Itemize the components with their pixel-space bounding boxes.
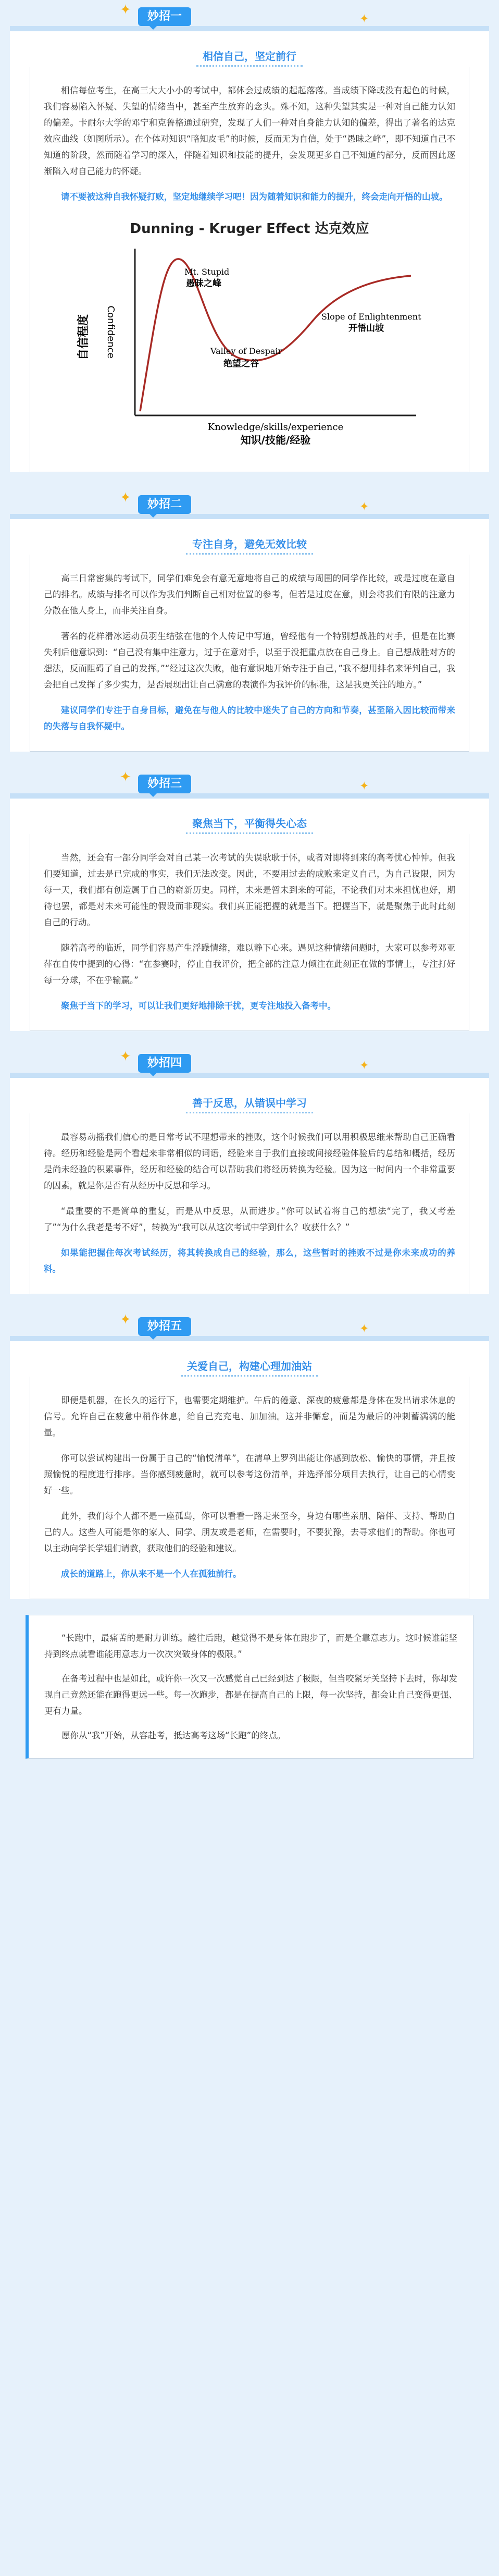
paragraph: 此外，我们每个人都不是一座孤岛，你可以看看一路走来至今，身边有哪些亲朋、陪伴、支持、帮助自己的人。这些人可能是你的家人、同学、朋友或是老师，在需要时，不要犹豫，去寻求他们的帮助。你也可以主动向学长学姐们请教，获取他们的经验和建议。 bbox=[44, 1511, 455, 1553]
paragraph: 高三日常密集的考试下，同学们难免会有意无意地将自己的成绩与周围的同学作比较，或是过度在意自己的排名。成绩与排名可以作为我们判断自己相对位置的参考，但若是过度在意，则会将我们有限的注意力分散在他人身上，而非关注自身。 bbox=[44, 573, 455, 616]
valley-label-cn: 绝望之谷 bbox=[223, 359, 259, 369]
closing-paragraph: “长跑中，最痛苦的是耐力训练。越往后跑，越觉得不是身体在跑步了，而是全靠意志力。这时候谁能坚持到终点就看谁能用意志力一次次突破身体的极限。” bbox=[44, 1633, 457, 1659]
x-axis-label-cn: 知识/技能/经验 bbox=[240, 434, 311, 446]
section-panel bbox=[10, 514, 489, 752]
paragraph: 相信每位考生，在高三大大小小的考试中，都体会过成绩的起起落落。当成绩下降或没有起色的时候，我们容易陷入怀疑、失望的情绪当中，甚至产生放弃的念头。殊不知，这种失望其实是一种对自己能力认知的偏差。卡耐尔大学的邓宁和克鲁格通过研究，发现了人们一种对自身能力认知的偏差，得出了著名的达克效应曲线（如图所示）。在个体对知识“略知皮毛”的时候，反而无为自信，处于“愚昧之峰”，即不知道自己不知道的阶段，然而随着学习的深入，伴随着知识和技能的提升，会发现更多自己不知道的部分，反而因此逐渐陷入对自己能力的怀疑。 bbox=[44, 85, 455, 176]
paragraph: 著名的花样滑冰运动员羽生结弦在他的个人传记中写道，曾经他有一个特别想战胜的对手，但是在比赛失利后他意识到：“自己没有集中注意力，过于在意对手，以至于没把重点放在自己身上。自己想战胜对方的想法，反而阻碍了自己的发挥。”“经过这次失败，他有意识地开始专注于自己，”我不想用排名来评判自己，我会把自己发挥了多少实力，是否展现出让自己满意的表演作为我评价的标准，这是我更关注的地方。” bbox=[44, 631, 455, 690]
paragraph: 你可以尝试构建出一份属于自己的“愉悦清单”，在清单上罗列出能让你感到放松、愉快的事情，并且按照愉悦的程度进行排序。当你感到疲惫时，就可以参考这份清单，并选择部分项目去执行，让自己的心情变好一些。 bbox=[44, 1453, 455, 1495]
peak-label-cn: 愚昧之峰 bbox=[186, 278, 221, 289]
dunning-kruger-chart bbox=[67, 217, 432, 452]
highlight-text: 聚焦于当下的学习，可以让我们更好地排除干扰，更专注地投入备考中。 bbox=[61, 1001, 336, 1011]
section-header bbox=[0, 767, 499, 793]
valley-label-en: Valley of Despair bbox=[210, 346, 282, 356]
paragraph: 即便是机器，在长久的运行下，也需要定期维护。午后的倦意、深夜的疲惫都是身体在发出请求休息的信号。允许自己在疲惫中稍作休息，给自己充充电、加加油。这并非懈怠，而是为最后的冲刺蓄满满的能量。 bbox=[44, 1395, 455, 1438]
section-header bbox=[0, 488, 499, 514]
section-subtitle: 相信自己，坚定前行 bbox=[196, 46, 303, 67]
chart-svg bbox=[67, 217, 432, 447]
section-panel bbox=[10, 1336, 489, 1599]
section-tag: 妙招三 bbox=[138, 775, 191, 793]
closing-paragraph: 愿你从“我”开始，从容赴考，抵达高考这场“长跑”的终点。 bbox=[61, 1731, 286, 1740]
section-header bbox=[0, 0, 499, 26]
section-card bbox=[30, 1377, 469, 1599]
section-tag: 妙招二 bbox=[138, 495, 191, 514]
section-tag: 妙招四 bbox=[138, 1054, 191, 1073]
x-axis-label-en: Knowledge/skills/experience bbox=[207, 422, 344, 433]
sparkle-icon: ✦ bbox=[120, 2, 131, 18]
closing-paragraph: 在备考过程中也是如此，或许你一次又一次感觉自己已经到达了极限，但当咬紧牙关坚持下去时，你却发现自己竟然还能在跑得更远一些。每一次跑步，都是在提高自己的上限，每一次坚持，都会让自己变得更强、更有力量。 bbox=[44, 1674, 457, 1716]
highlight-text: 如果能把握住每次考试经历，将其转换成自己的经验，那么，这些暂时的挫败不过是你未来成功的养料。 bbox=[44, 1248, 455, 1274]
slope-label-en: Slope of Enlightenment bbox=[321, 312, 421, 322]
section-header bbox=[0, 1310, 499, 1336]
paragraph: 随着高考的临近，同学们容易产生浮躁情绪，难以静下心来。遇见这种情绪问题时，大家可以参考邓亚萍在自传中提到的心得：“在参赛时，停止自我评价，把全部的注意力倾注在此刻正在做的事情上，专注打好每一分球，不在乎输赢。” bbox=[44, 943, 455, 985]
section-subtitle: 关爱自己，构建心理加油站 bbox=[181, 1356, 318, 1377]
slope-label-cn: 开悟山坡 bbox=[348, 323, 384, 334]
section-header bbox=[0, 1047, 499, 1073]
section-panel bbox=[10, 1073, 489, 1294]
section-card bbox=[30, 555, 469, 752]
highlight-text: 建议同学们专注于自身目标，避免在与他人的比较中迷失了自己的方向和节奏，甚至陷入因比较而带来的失落与自我怀疑中。 bbox=[44, 705, 455, 731]
confidence-curve bbox=[140, 259, 411, 411]
section-tag: 妙招五 bbox=[138, 1317, 191, 1336]
paragraph: 当然，还会有一部分同学会对自己某一次考试的失误耿耿于怀，或者对即将到来的高考忧心忡忡。但我们要知道，过去是已完成的事实，我们无法改变。因此，不要用过去的成败来定义自己，为自己设限，因为每一天，我们都有创造属于自己的崭新历史。同样，未来是暂未到来的可能，不论我们对未来担忧也好，期待也罢，都是对未来可能性的假设而非现实。我们真正能把握的就是当下。把握当下，就是聚焦于此时此刻自己的行动。 bbox=[44, 853, 455, 927]
section-tag: 妙招一 bbox=[138, 7, 191, 26]
paragraph: “最重要的不是简单的重复，而是从中反思，从而进步。”你可以试着将自己的想法“完了，我又考差了”“为什么我老是考不好”，转换为“我可以从这次考试中学到什么？收获什么？” bbox=[44, 1206, 455, 1232]
sparkle-icon: ✦ bbox=[359, 780, 369, 793]
sparkle-icon: ✦ bbox=[359, 13, 369, 26]
y-axis-label-en: Confidence bbox=[105, 305, 116, 359]
y-axis-label-cn: 自信程度 bbox=[77, 314, 90, 361]
highlight-text: 成长的道路上，你从来不是一个人在孤独前行。 bbox=[61, 1569, 242, 1579]
closing-quote-box bbox=[26, 1615, 473, 1759]
section-panel bbox=[10, 26, 489, 472]
section-card bbox=[30, 67, 469, 472]
sparkle-icon: ✦ bbox=[120, 1312, 131, 1328]
sparkle-icon: ✦ bbox=[359, 1059, 369, 1072]
sparkle-icon: ✦ bbox=[120, 1049, 131, 1064]
sparkle-icon: ✦ bbox=[359, 500, 369, 513]
section-subtitle: 善于反思，从错误中学习 bbox=[186, 1093, 313, 1113]
highlight-text: 请不要被这种自我怀疑打败，坚定地继续学习吧！因为随着知识和能力的提升，终会走向开悟的山坡。 bbox=[61, 192, 448, 202]
sparkle-icon: ✦ bbox=[359, 1322, 369, 1335]
peak-label-en: Mt. Stupid bbox=[184, 267, 230, 277]
paragraph: 最容易动摇我们信心的是日常考试不理想带来的挫败，这个时候我们可以用积极思维来帮助自己正确看待。经历和经验是两个看起来非常相似的词语，经验来自于我们直接或间接经验体验后的总结和概括，经历是尚未经验的积累事件，经历和经验的结合可以帮助我们将经历转换为经验。因为这一时间内一个非常重要的因素，就是你是否有从经历中反思和学习。 bbox=[44, 1132, 455, 1191]
section-card bbox=[30, 1113, 469, 1294]
section-panel bbox=[10, 793, 489, 1031]
section-subtitle: 专注自身，避免无效比较 bbox=[186, 534, 313, 555]
chart-title: Dunning - Kruger Effect 达克效应 bbox=[130, 221, 369, 237]
section-subtitle: 聚焦当下，平衡得失心态 bbox=[186, 813, 313, 834]
sparkle-icon: ✦ bbox=[120, 769, 131, 785]
section-card bbox=[30, 834, 469, 1031]
sparkle-icon: ✦ bbox=[120, 490, 131, 506]
